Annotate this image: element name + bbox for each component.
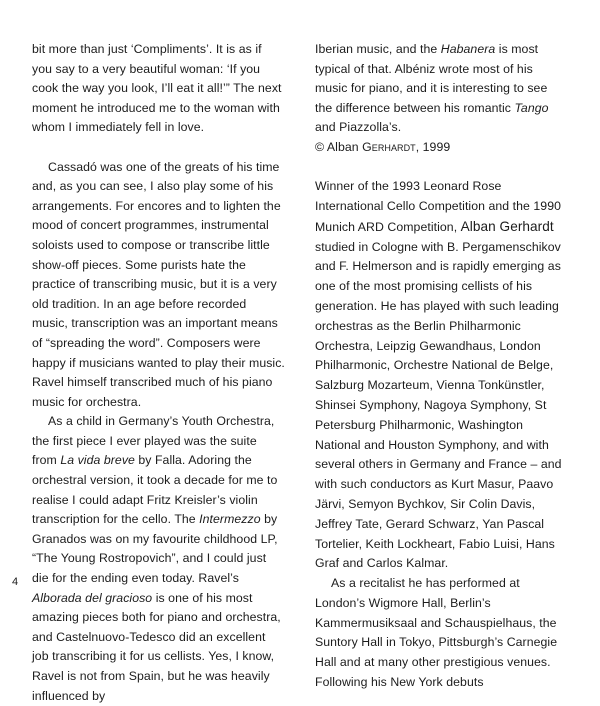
- left-text-column: [32, 40, 285, 706]
- text-run: by Falla. Adoring the orchestral version, it took a decade for me to realise I could adapt Fritz Kreisler’s violin transcription for the cello. The: [32, 453, 278, 527]
- right-text-column: [315, 40, 568, 693]
- text-run: Winner of the 1993 Leonard Rose International Cello Competition and the 1990 Munich ARD Competition,: [315, 179, 562, 234]
- paragraph-spacer: [315, 158, 568, 178]
- two-column-layout: [32, 40, 568, 706]
- italic-title: Intermezzo: [199, 512, 261, 527]
- page-number: 4: [12, 576, 19, 588]
- text-run: by Granados was on my favourite childhood LP, “The Young Rostropovich”, and I could just die for the ending even today. Ravel’s: [32, 512, 278, 586]
- biography-block: [315, 177, 568, 693]
- italic-title: Tango: [514, 100, 549, 115]
- text-run: Cassadó was one of the greats of his time and, as you can see, I also play some of his arrangements. For encores and to lighten the mood of concert programmes, instrumental soloists used to compose or transcribe little show-off pieces. Some purists hate the practice of transcribing music, but it is a very old tradition. In an age before recorded music, transcription was an important means of “spreading the word”. Composers were happy if musicians wanted to play their music. Ravel himself transcribed much of his piano music for orchestra.: [32, 159, 285, 409]
- text-run: As a child in Germany’s Youth Orchestra, the first piece I ever played was the suite from: [32, 414, 275, 468]
- paragraph: [32, 158, 285, 413]
- paragraph: [315, 177, 568, 574]
- text-run: and Piazzolla’s.: [315, 120, 402, 135]
- text-run: studied in Cologne with B. Pergamenschikov and F. Helmerson and is rapidly emerging as one of the most promising cellists of his generation. He has played with such leading orchestras as the Berlin Philharmonic Orchestra, Leipzig Gewandhaus, London Philharmonic, Orchestre National de Belge, Salzburg Mozarteum, Vienna Tonkünstler, Shinsei Symphony, Nagoya Symphony, St Petersburg Philharmonic, Washington National and Houston Symphony, and with several others in Germany and France – and with such conductors as Kurt Masur, Paavo Järvi, Semyon Bychkov, Sir Colin Davis, Jeffrey Tate, Gerard Schwarz, Yan Pascal Tortelier, Keith Lockheart, Fabio Luisi, Hans Graf and Carlos Kalmar.: [315, 239, 562, 571]
- paragraph: [315, 574, 568, 693]
- text-run: Iberian music, and the: [315, 42, 441, 56]
- text-run: is most typical of that. Albéniz wrote most of his music for piano, and it is interesting to see the difference between his romantic: [315, 42, 548, 115]
- paragraph: [32, 412, 285, 706]
- text-run: is one of his most amazing pieces both for piano and orchestra, and Castelnuovo-Tedesco did an excellent job transcribing it for us cellists. Yes, I know, Ravel is not from Spain, but he was heavily influenced by: [32, 590, 281, 703]
- italic-title: Habanera: [440, 42, 496, 56]
- text-run: As a recitalist he has performed at London’s Wigmore Hall, Berlin’s Kammermusiksaal and Schauspielhaus, the Suntory Hall in Tokyo, Pittsburgh’s Carnegie Hall and at many other prestigious venues. Following his New York debuts: [315, 576, 558, 690]
- italic-title: La vida breve: [60, 453, 135, 468]
- artist-name: Alban Gerhardt: [460, 218, 554, 234]
- text-run: , 1999: [415, 139, 451, 154]
- copyright-line: [315, 138, 568, 158]
- paragraph: [315, 40, 568, 138]
- text-run: bit more than just ‘Compliments’. It is as if you say to a very beautiful woman: ‘If you cook the way you look, I’ll eat it all!’” The next moment he introduced me to the woman with whom I immediately fell in love.: [32, 42, 282, 135]
- paragraph-spacer: [32, 138, 285, 158]
- text-run: © Alban: [315, 139, 363, 154]
- italic-title: Alborada del gracioso: [32, 590, 153, 605]
- paragraph: [32, 40, 285, 138]
- small-caps-name: Gerhardt: [362, 139, 416, 154]
